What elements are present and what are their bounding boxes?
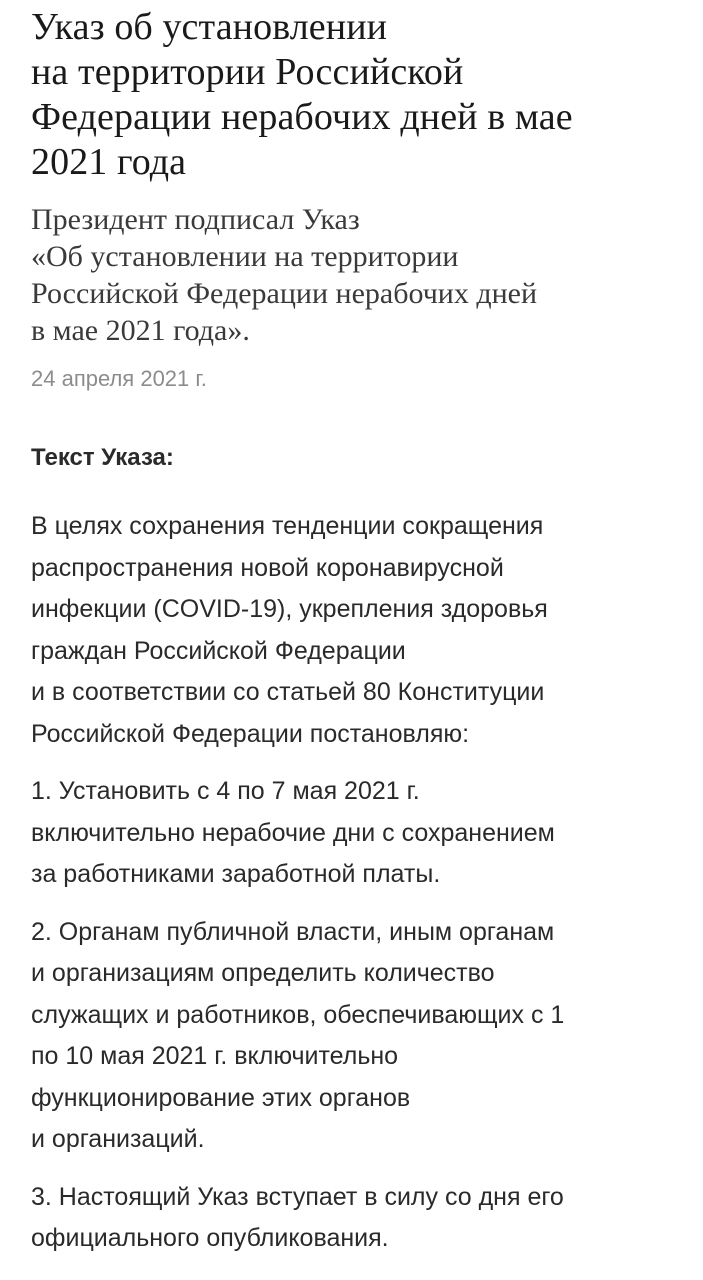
paragraph-line: функционирование этих органов xyxy=(31,1083,411,1112)
text-heading: Текст Указа: xyxy=(31,444,174,471)
paragraph-line: и организациям определить количество xyxy=(31,959,495,987)
title-line: на территории Российской xyxy=(31,51,464,93)
paragraph-line: по 10 мая 2021 г. включительно xyxy=(31,1042,399,1070)
article-lead xyxy=(31,185,673,349)
paragraph-line: В целях сохранения тенденции сокращения xyxy=(31,512,544,540)
paragraph-line: официального опубликования. xyxy=(31,1224,389,1252)
paragraph-line: граждан Российской Федерации xyxy=(31,636,406,665)
paragraph-line: 3. Настоящий Указ вступает в силу со дня его xyxy=(31,1182,564,1211)
paragraph-line: 1. Установить с 4 по 7 мая 2021 г. xyxy=(31,777,420,805)
lead-line: Президент подписал Указ xyxy=(31,203,360,236)
lead-line: Российской Федерации нерабочих дней xyxy=(31,277,538,310)
paragraph-item-1 xyxy=(31,755,673,896)
paragraph-line: и в соответствии со статьей 80 Конституции xyxy=(31,678,545,706)
lead-line: «Об установлении на территории xyxy=(31,240,459,273)
title-line: Федерации нерабочих дней в мае xyxy=(31,96,573,138)
article-title xyxy=(31,0,673,185)
lead-line: в мае 2021 года». xyxy=(31,314,250,347)
paragraph-line: 2. Органам публичной власти, иным органам xyxy=(31,917,555,946)
paragraph-line: и организаций. xyxy=(31,1125,205,1153)
paragraph-line: Российской Федерации постановляю: xyxy=(31,719,470,748)
paragraph-line: инфекции (COVID-19), укрепления здоровья xyxy=(31,595,548,623)
publication-date: 24 апреля 2021 г. xyxy=(31,366,207,391)
paragraph-item-3 xyxy=(31,1161,673,1260)
paragraph-line: включительно нерабочие дни с сохранением xyxy=(31,818,555,847)
paragraph-line: за работниками заработной платы. xyxy=(31,860,441,888)
title-line: Указ об установлении xyxy=(31,6,388,48)
paragraph-item-2 xyxy=(31,896,673,1161)
title-line: 2021 года xyxy=(31,141,187,183)
paragraph-line: служащих и работников, обеспечивающих с 1 xyxy=(31,1000,565,1029)
paragraph-preamble xyxy=(31,473,673,755)
paragraph-line: распространения новой коронавирусной xyxy=(31,553,504,582)
